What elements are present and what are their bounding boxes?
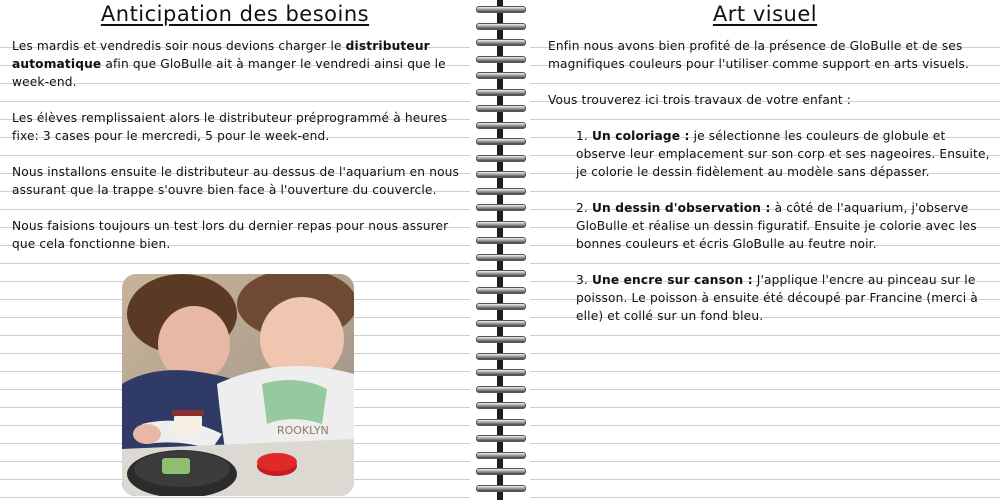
spiral-ring xyxy=(476,56,526,63)
spiral-ring xyxy=(476,336,526,343)
spiral-ring xyxy=(476,386,526,393)
spiral-ring xyxy=(476,138,526,145)
item-label: Une encre sur canson : xyxy=(591,273,753,287)
paragraph-intro: Enfin nous avons bien profité de la présence de GloBulle et de ses magnifiques couleurs pour l'utiliser comme support en arts visuels. xyxy=(548,39,970,71)
spiral-binding xyxy=(470,0,530,500)
spiral-ring xyxy=(476,155,526,162)
left-page xyxy=(0,0,470,500)
item-text: J'applique l'encre au pinceau sur le poisson. Le poisson à ensuite été découpé par Francine (merci à elle) et collé sur un fond bleu. xyxy=(576,273,978,323)
spiral-ring xyxy=(476,188,526,195)
left-page-text xyxy=(12,37,460,271)
paragraph-works: Vous trouverez ici trois travaux de votre enfant : xyxy=(548,93,852,107)
work-item-ink xyxy=(548,271,994,325)
item-number: 1. xyxy=(576,129,592,143)
spiral-ring xyxy=(476,270,526,277)
children-feeding-photo xyxy=(122,274,354,496)
work-item-drawing xyxy=(548,199,994,253)
paragraph-text: Les mardis et vendredis soir nous devions charger le xyxy=(12,39,346,53)
paragraph-test: Nous faisions toujours un test lors du dernier repas pour nous assurer que cela fonctionne bien. xyxy=(12,219,449,251)
spiral-ring xyxy=(476,485,526,492)
right-page-title: Art visuel xyxy=(530,2,1000,26)
paragraph-filling: Les élèves remplissaient alors le distributeur préprogrammé à heures fixe: 3 cases pour le mercredi, 5 pour le week-end. xyxy=(12,111,448,143)
right-page-text xyxy=(548,37,994,343)
spiral-ring xyxy=(476,353,526,360)
spiral-ring xyxy=(476,221,526,228)
item-text: je sélectionne les couleurs de globule et observe leur emplacement sur son corp et ses nageoires. Ensuite, je colorie le dessin fidèlement au modèle sans dépasser. xyxy=(576,129,990,179)
item-text: à côté de l'aquarium, j'observe GloBulle et réalise un dessin figuratif. Ensuite je colorie avec les bonnes couleurs et écris GloBulle au feutre noir. xyxy=(576,201,977,251)
spiral-ring xyxy=(476,105,526,112)
paragraph-distributor xyxy=(12,37,460,91)
spiral-ring xyxy=(476,122,526,129)
spiral-ring xyxy=(476,419,526,426)
item-number: 3. xyxy=(576,273,592,287)
item-label: Un coloriage : xyxy=(591,129,690,143)
item-number: 2. xyxy=(576,201,592,215)
spiral-ring xyxy=(476,287,526,294)
spiral-ring xyxy=(476,452,526,459)
spiral-ring xyxy=(476,204,526,211)
spiral-ring xyxy=(476,237,526,244)
left-page-title: Anticipation des besoins xyxy=(0,2,470,26)
spiral-ring xyxy=(476,435,526,442)
spiral-ring xyxy=(476,72,526,79)
spiral-ring xyxy=(476,171,526,178)
right-page xyxy=(530,0,1000,500)
spiral-ring xyxy=(476,254,526,261)
item-label: Un dessin d'observation : xyxy=(591,201,771,215)
spiral-ring xyxy=(476,23,526,30)
highlight-term: distributeur automatique xyxy=(12,39,430,71)
paragraph-installation: Nous installons ensuite le distributeur au dessus de l'aquarium en nous assurant que la trappe s'ouvre bien face à l'ouverture du couvercle. xyxy=(12,165,460,197)
shirt-text: ROOKLYN xyxy=(277,424,329,437)
spiral-ring xyxy=(476,369,526,376)
spiral-ring xyxy=(476,468,526,475)
spiral-ring xyxy=(476,320,526,327)
spiral-ring xyxy=(476,402,526,409)
work-item-coloring xyxy=(548,127,994,181)
spiral-ring xyxy=(476,39,526,46)
spiral-ring xyxy=(476,89,526,96)
classroom-photo xyxy=(122,274,354,496)
paragraph-text: afin que GloBulle ait à manger le vendredi ainsi que le week-end. xyxy=(12,57,446,89)
spiral-ring xyxy=(476,6,526,13)
spiral-ring xyxy=(476,303,526,310)
